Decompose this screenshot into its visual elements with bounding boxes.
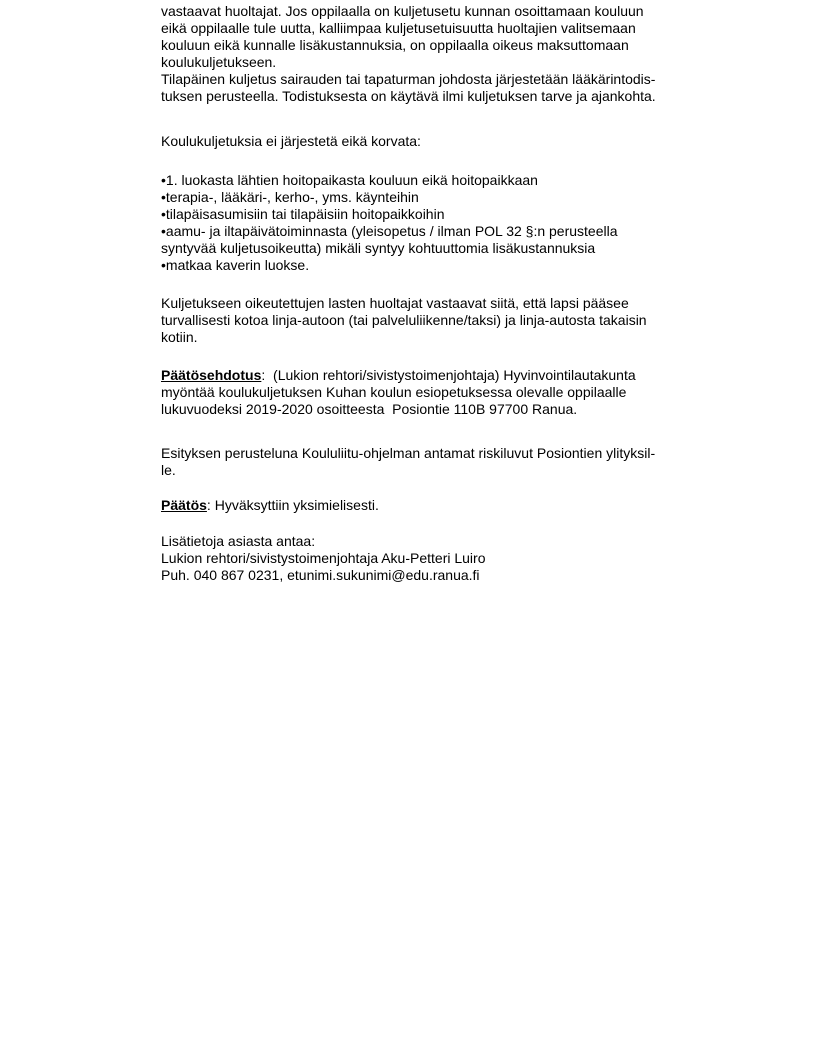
paragraph-guardian-responsibility xyxy=(161,295,739,346)
paragraph-line: tuksen perusteella. Todistuksesta on käytävä ilmi kuljetuksen tarve ja ajankohta. xyxy=(161,88,656,104)
heading-no-transport-cases xyxy=(161,133,739,150)
paragraph-line: Kuljetukseen oikeutettujen lasten huoltajat vastaavat siitä, että lapsi pääsee xyxy=(161,295,629,311)
bullet-item: •terapia-, lääkäri-, kerho-, yms. käynteihin xyxy=(161,189,419,205)
decision-proposal-text: (Lukion rehtori/sivistystoimenjohtaja) Hyvinvointilautakunta xyxy=(265,367,636,383)
decision-colon: : xyxy=(206,497,211,513)
paragraph-line: le. xyxy=(161,462,176,478)
bullet-item: •matkaa kaverin luokse. xyxy=(161,257,310,273)
paragraph-line: Tilapäinen kuljetus sairauden tai tapaturman johdosta järjestetään lääkärintodis- xyxy=(161,71,656,87)
bullet-item-continuation: syntyvää kuljetusoikeutta) mikäli syntyy kohtuuttomia lisäkustannuksia xyxy=(161,240,596,256)
paragraph-line: Esityksen perusteluna Koululiitu-ohjelman antamat riskiluvut Posiontien ylityksil- xyxy=(161,445,656,461)
bullet-item: •tilapäisasumisiin tai tilapäisiin hoitopaikkoihin xyxy=(161,206,445,222)
paragraph-justification xyxy=(161,445,739,479)
paragraph-additional-info xyxy=(161,533,739,584)
paragraph-line: eikä oppilaalle tule uutta, kalliimpaa kuljetusetuisuutta huoltajien valitsemaan xyxy=(161,20,636,36)
bullet-list-excluded-transport xyxy=(161,172,739,274)
paragraph-line: kotiin. xyxy=(161,329,198,345)
decision-line xyxy=(161,497,739,514)
decision-proposal-colon: : xyxy=(261,367,266,383)
paragraph-line: lukuvuodeksi 2019-2020 osoitteesta Posiontie 110B 97700 Ranua. xyxy=(161,401,578,417)
additional-info-line: Lisätietoja asiasta antaa: xyxy=(161,533,316,549)
decision-proposal-first-line xyxy=(161,367,739,384)
decision-text: Hyväksyttiin yksimielisesti. xyxy=(210,497,379,513)
paragraph-transport-rights xyxy=(161,3,739,105)
decision-proposal-label: Päätösehdotus xyxy=(161,367,262,383)
paragraph-line: kouluun eikä kunnalle lisäkustannuksia, on oppilaalla oikeus maksuttomaan xyxy=(161,37,629,53)
paragraph-decision xyxy=(161,497,739,514)
paragraph-line: myöntää koulukuljetuksen Kuhan koulun esiopetuksessa olevalle oppilaalle xyxy=(161,384,627,400)
paragraph-line: turvallisesti kotoa linja-autoon (tai palveluliikenne/taksi) ja linja-autosta takaisin xyxy=(161,312,647,328)
paragraph-line: koulukuljetukseen. xyxy=(161,54,277,70)
decision-label: Päätös xyxy=(161,497,207,513)
bullet-item: •1. luokasta lähtien hoitopaikasta kouluun eikä hoitopaikkaan xyxy=(161,172,538,188)
paragraph-decision-proposal xyxy=(161,367,739,418)
contact-person-line: Lukion rehtori/sivistystoimenjohtaja Aku-Petteri Luiro xyxy=(161,550,486,566)
paragraph-line: vastaavat huoltajat. Jos oppilaalla on kuljetusetu kunnan osoittamaan kouluun xyxy=(161,3,644,19)
document-text-block xyxy=(161,3,739,584)
bullet-item: •aamu- ja iltapäivätoiminnasta (yleisopetus / ilman POL 32 §:n perusteella xyxy=(161,223,618,239)
heading-line: Koulukuljetuksia ei järjestetä eikä korvata: xyxy=(161,133,421,149)
contact-phone-email-line: Puh. 040 867 0231, etunimi.sukunimi@edu.ranua.fi xyxy=(161,567,480,583)
